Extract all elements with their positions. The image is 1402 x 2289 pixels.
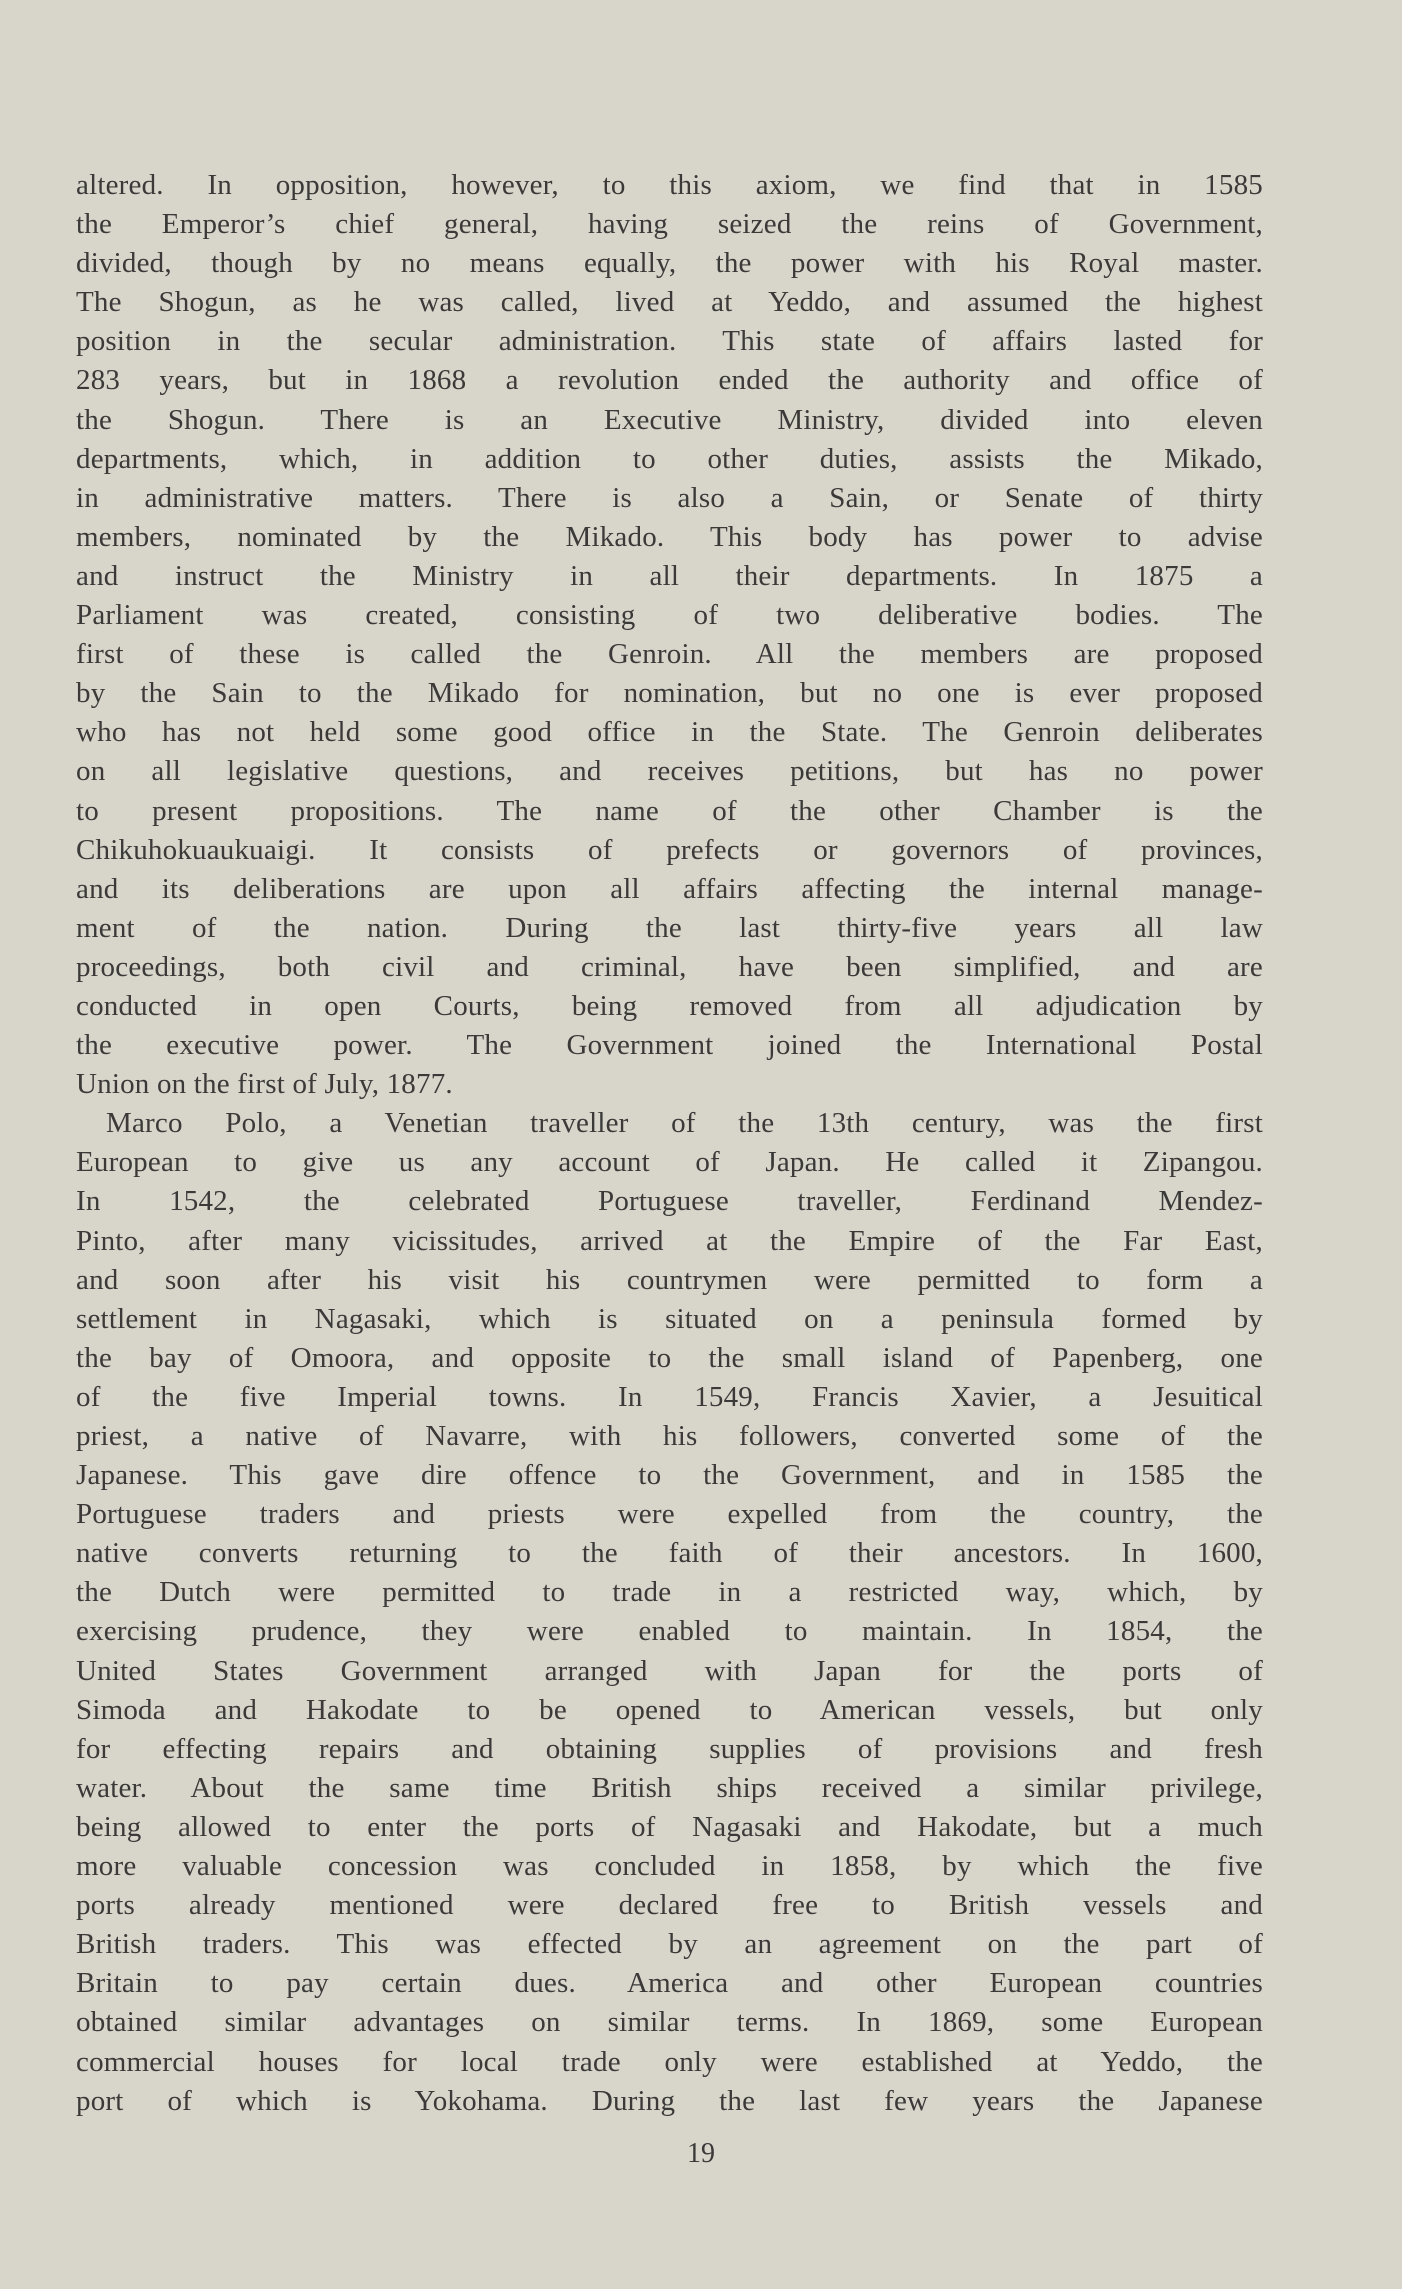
text-line: and its deliberations are upon all affairs affecting the internal manage- xyxy=(76,872,1263,905)
text-line: The Shogun, as he was called, lived at Yeddo, and assumed the highest xyxy=(76,286,1263,319)
text-line: the Emperor’s chief general, having seized the reins of Government, xyxy=(76,208,1263,241)
text-line: in administrative matters. There is also a Sain, or Senate of thirty xyxy=(76,481,1263,514)
text-line: proceedings, both civil and criminal, have been simplified, and are xyxy=(76,950,1263,983)
text-line: by the Sain to the Mikado for nomination, but no one is ever proposed xyxy=(76,677,1263,710)
text-line: ports already mentioned were declared free to British vessels and xyxy=(76,1889,1263,1922)
text-line: United States Government arranged with Japan for the ports of xyxy=(76,1654,1263,1687)
text-line: departments, which, in addition to other duties, assists the Mikado, xyxy=(76,442,1263,475)
paragraph xyxy=(76,166,1263,1104)
text-line: Union on the first of July, 1877. xyxy=(76,1068,453,1101)
page-body xyxy=(76,166,1263,2121)
text-line: being allowed to enter the ports of Nagasaki and Hakodate, but a much xyxy=(76,1810,1263,1843)
text-line: the bay of Omoora, and opposite to the small island of Papenberg, one xyxy=(76,1341,1263,1374)
text-line: divided, though by no means equally, the power with his Royal master. xyxy=(76,247,1263,280)
text-line: priest, a native of Navarre, with his followers, converted some of the xyxy=(76,1420,1263,1452)
paragraph xyxy=(76,1104,1263,2120)
text-line: 283 years, but in 1868 a revolution ended the authority and office of xyxy=(76,364,1263,397)
text-line: In 1542, the celebrated Portuguese traveller, Ferdinand Mendez- xyxy=(76,1185,1263,1218)
text-line: Simoda and Hakodate to be opened to American vessels, but only xyxy=(76,1693,1263,1726)
text-line: for effecting repairs and obtaining supplies of provisions and fresh xyxy=(76,1732,1263,1765)
text-line: to present propositions. The name of the other Chamber is the xyxy=(76,794,1263,827)
text-line: and instruct the Ministry in all their departments. In 1875 a xyxy=(76,559,1263,592)
text-line: European to give us any account of Japan. He called it Zipangou. xyxy=(76,1146,1263,1179)
text-line: Pinto, after many vicissitudes, arrived at the Empire of the Far East, xyxy=(76,1224,1263,1257)
text-line: and soon after his visit his countrymen were permitted to form a xyxy=(76,1263,1263,1296)
text-line: ment of the nation. During the last thirty-five years all law xyxy=(76,911,1263,944)
text-line: the Shogun. There is an Executive Ministry, divided into eleven xyxy=(76,403,1263,436)
text-line: exercising prudence, they were enabled to maintain. In 1854, the xyxy=(76,1615,1263,1648)
text-line: the executive power. The Government joined the International Postal xyxy=(76,1029,1263,1062)
text-line: who has not held some good office in the State. The Genroin deliberates xyxy=(76,716,1263,749)
text-line: more valuable concession was concluded in 1858, by which the five xyxy=(76,1850,1263,1883)
text-line: British traders. This was effected by an agreement on the part of xyxy=(76,1928,1263,1961)
text-line: water. About the same time British ships received a similar privilege, xyxy=(76,1771,1263,1804)
page-number: 19 xyxy=(687,2138,715,2169)
text-line: conducted in open Courts, being removed from all adjudication by xyxy=(76,989,1263,1022)
text-line: members, nominated by the Mikado. This body has power to advise xyxy=(76,520,1263,553)
text-line: on all legislative questions, and receives petitions, but has no power xyxy=(76,755,1263,788)
text-line: Marco Polo, a Venetian traveller of the 13th century, was the first xyxy=(106,1107,1263,1140)
text-line: position in the secular administration. This state of affairs lasted for xyxy=(76,325,1263,358)
text-line: port of which is Yokohama. During the last few years the Japanese xyxy=(76,2084,1263,2117)
text-line: Britain to pay certain dues. America and other European countries xyxy=(76,1967,1263,2000)
text-line: Portuguese traders and priests were expelled from the country, the xyxy=(76,1498,1263,1531)
text-line: Japanese. This gave dire offence to the Government, and in 1585 the xyxy=(76,1459,1263,1492)
text-line: the Dutch were permitted to trade in a restricted way, which, by xyxy=(76,1576,1263,1609)
text-line: of the five Imperial towns. In 1549, Francis Xavier, a Jesuitical xyxy=(76,1380,1263,1413)
text-line: settlement in Nagasaki, which is situated on a peninsula formed by xyxy=(76,1302,1263,1335)
text-line: first of these is called the Genroin. All the members are proposed xyxy=(76,638,1263,671)
text-line: commercial houses for local trade only were established at Yeddo, the xyxy=(76,2045,1263,2078)
text-line: Chikuhokuaukuaigi. It consists of prefects or governors of provinces, xyxy=(76,833,1263,866)
text-line: altered. In opposition, however, to this axiom, we find that in 1585 xyxy=(76,169,1263,201)
text-line: Parliament was created, consisting of two deliberative bodies. The xyxy=(76,599,1263,632)
text-line: obtained similar advantages on similar terms. In 1869, some European xyxy=(76,2006,1263,2039)
text-line: native converts returning to the faith of their ancestors. In 1600, xyxy=(76,1537,1263,1570)
